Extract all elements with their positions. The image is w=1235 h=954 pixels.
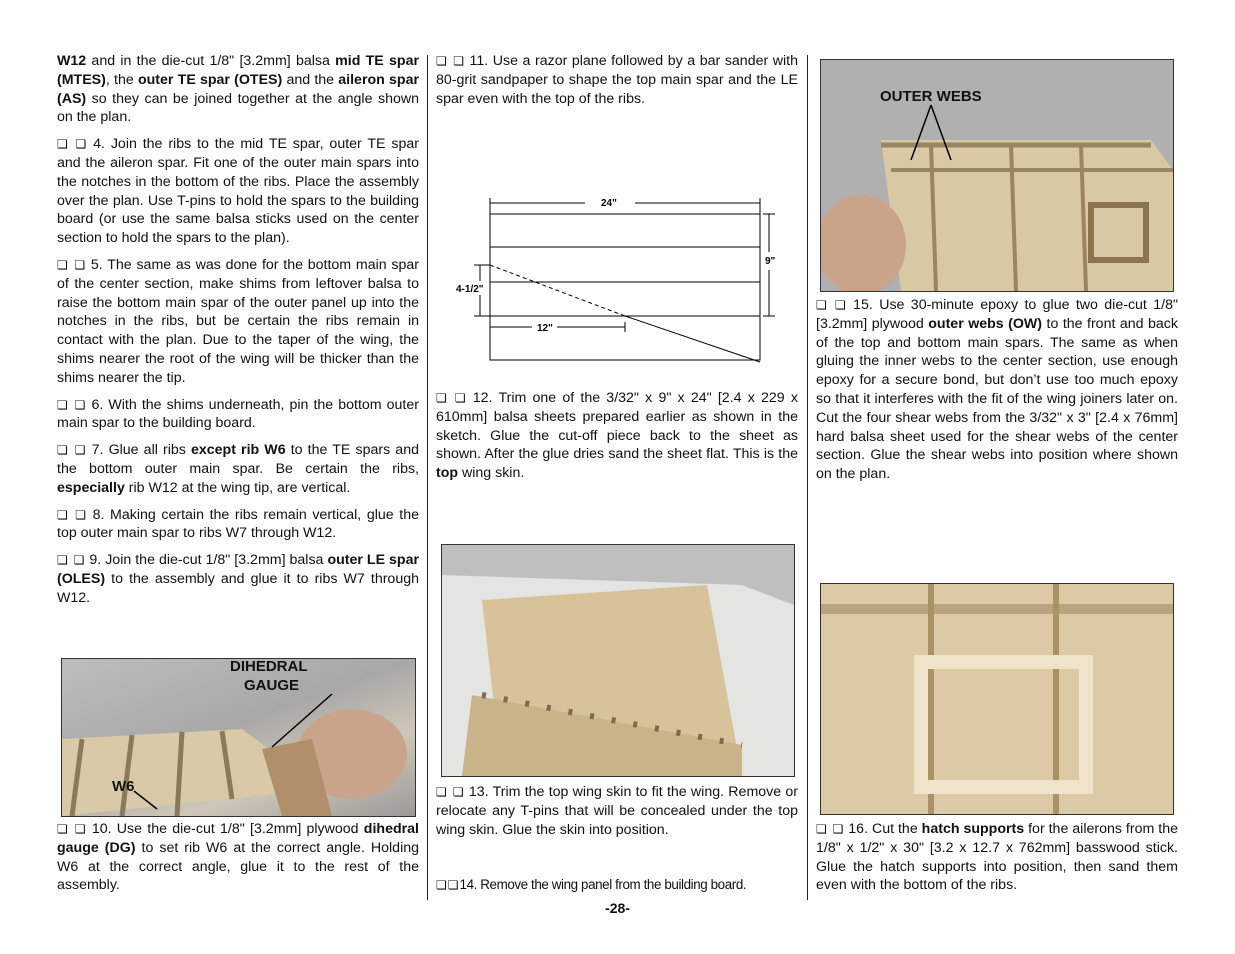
photo-dihedral-gauge: [61, 658, 416, 817]
text: for the ailerons from the 1/8" x 1/2" x 30" [3.2 x 12.7 x 762mm] basswood stick. Glue the hatch supports into position, then sand them even with the bottom of the ribs.: [816, 821, 1178, 894]
step-text: 8. Making certain the ribs remain vertical, glue the top outer main spar to ribs W7 through W12.: [57, 506, 419, 542]
text: 7. Glue all ribs: [86, 442, 191, 459]
text: so they can be joined together at the angle shown on the plan.: [57, 90, 419, 126]
page-number: -28-: [605, 900, 630, 916]
part-otes: outer TE spar (OTES): [137, 71, 283, 88]
photo-wing-skin: [441, 544, 795, 777]
checkbox-icon[interactable]: ❏ ❏: [816, 822, 845, 836]
dim-offset-label: 4-1/2": [456, 284, 484, 295]
text: 15. Use 30-minute epoxy to glue two die-cut 1/8" [3.2mm] plywood: [816, 297, 1178, 332]
step-text: 14. Remove the wing panel from the building board.: [459, 877, 747, 892]
checkbox-icon[interactable]: ❏❏: [436, 878, 460, 892]
cut-line: [625, 316, 760, 362]
step-8: [57, 506, 419, 544]
checkbox-icon[interactable]: ❏ ❏: [436, 54, 465, 68]
text: 16. Cut the: [844, 821, 922, 837]
photo-label-dihedral: DIHEDRAL: [230, 658, 308, 675]
text: wing skin.: [458, 465, 525, 482]
text: 10. Use the die-cut 1/8" [3.2mm] plywood: [86, 821, 364, 837]
part-as: aileron spar (AS): [57, 71, 419, 107]
step-13: [436, 783, 798, 839]
step-text: 5. The same as was done for the bottom main spar of the center section, make shims from leftover balsa to raise the bottom main spar of the outer panel up into the notches in the ribs, but be certain the ribs remain in contact with the plan. Due to the taper of the wing, the shims nearer the root of the wing will be thicker than the shims nearer the tip.: [57, 256, 419, 386]
checkbox-icon[interactable]: ❏ ❏: [57, 137, 88, 152]
step-text: 6. With the shims underneath, pin the bottom outer main spar to the building board.: [57, 396, 419, 432]
checkbox-icon[interactable]: ❏ ❏: [57, 397, 87, 412]
column-divider-left: [427, 55, 428, 900]
step-13-block: [436, 783, 798, 847]
text: to set rib W6 at the correct angle. Holding W6 at the correct angle, glue it to the rest of the assembly.: [57, 839, 419, 894]
text: to the assembly and glue it to ribs W7 through W12.: [57, 570, 419, 606]
bold-text: hatch supports: [921, 821, 1025, 837]
step-14: [436, 876, 798, 895]
checkbox-icon[interactable]: ❏ ❏: [57, 257, 87, 272]
bold-text: outer webs (OW): [928, 315, 1043, 332]
checkbox-icon[interactable]: ❏ ❏: [436, 785, 465, 799]
photo-label-gauge: GAUGE: [244, 677, 300, 694]
step-16: [816, 820, 1178, 895]
step-11: [436, 52, 798, 108]
step-10: [57, 820, 419, 895]
checkbox-icon[interactable]: ❏ ❏: [436, 391, 467, 405]
step-text: 13. Trim the top wing skin to fit the wing. Remove or relocate any T-pins that will be concealed under the top wing skin. Glue the skin into position.: [436, 784, 799, 838]
step-4: [57, 135, 419, 248]
photo-label-w6: W6: [112, 778, 135, 795]
step-11-block: [436, 52, 798, 116]
photo-label-outer-webs: OUTER WEBS: [880, 88, 982, 105]
step-15: [816, 296, 1178, 484]
step-16-block: [816, 820, 1178, 903]
dim-half-label: 12": [537, 323, 553, 334]
step-5: [57, 256, 419, 388]
step-3-continuation: [57, 52, 419, 127]
checkbox-icon[interactable]: ❏ ❏: [816, 298, 847, 312]
part-w12: W12: [57, 53, 87, 69]
trim-sketch: [450, 190, 790, 370]
checkbox-icon[interactable]: ❏ ❏: [57, 822, 87, 836]
step-7: [57, 441, 419, 497]
text: rib W12 at the wing tip, are vertical.: [124, 479, 351, 496]
bold-text: dihedral gauge (DG): [57, 821, 419, 856]
step-14-block: [436, 876, 798, 903]
text: , the: [105, 71, 138, 88]
photo-hatch-supports-illustration: [821, 584, 1173, 814]
wing-panel: [881, 140, 1173, 291]
bold-text: except rib W6: [190, 442, 286, 459]
step-12: [436, 389, 798, 483]
step-6: [57, 396, 419, 434]
step-15-block: [816, 296, 1178, 492]
checkbox-icon[interactable]: ❏ ❏: [57, 443, 87, 458]
text: 9. Join the die-cut 1/8" [3.2mm] balsa: [85, 552, 328, 569]
bold-text: especially: [57, 479, 125, 496]
balsa-background: [821, 584, 1173, 814]
dim-height-label: 9": [765, 256, 776, 267]
photo-wing-skin-illustration: [442, 545, 794, 776]
dim-width-label: 24": [601, 198, 617, 209]
step-10-block: [57, 820, 419, 903]
checkbox-icon[interactable]: ❏ ❏: [57, 553, 86, 568]
bold-text: top: [436, 465, 459, 482]
text: to the TE spars and the bottom outer main spar. Be certain the ribs,: [57, 442, 419, 477]
part-mtes: mid TE spar (MTES): [57, 53, 419, 88]
sheet-outline: [490, 214, 760, 360]
photo-outer-webs-illustration: [821, 60, 1173, 291]
step-text: 4. Join the ribs to the mid TE spar, outer TE spar and the aileron spar. Fit one of the outer main spars into the notches in the bottom of the ribs. Place the assembly over the plan. Use T-pins to hold the spars to the building board (or use the same balsa sticks used on the center section to hold the spars to the plan).: [57, 136, 419, 247]
checkbox-icon[interactable]: ❏ ❏: [57, 507, 87, 522]
column-divider-right: [807, 55, 808, 900]
step-12-block: [436, 389, 798, 491]
text: and in the die-cut 1/8" [3.2mm] balsa: [86, 53, 336, 69]
bold-text: outer LE spar (OLES): [57, 552, 419, 587]
photo-outer-webs: [820, 59, 1174, 292]
photo-hatch-supports: [820, 583, 1174, 815]
column-1: [57, 52, 419, 616]
step-text: 11. Use a razor plane followed by a bar sander with 80-grit sandpaper to shape the top main spar and the LE spar even with the top of the ribs.: [436, 53, 798, 107]
step-9: [57, 551, 419, 607]
cut-line-dashed: [490, 265, 625, 316]
text: and the: [282, 71, 339, 88]
text: 12. Trim one of the 3/32" x 9" x 24" [2.4 x 229 x 610mm] balsa sheets prepared earlier as shown in the sketch. Glue the cut-off piece back to the sheet as shown. After the glue dries sand the sheet flat. This is the: [436, 390, 798, 463]
text: to the front and back of the top and bottom main spars. The same as when gluing the inner webs to the center section, use enough epoxy for a secure bond, but don’t use too much epoxy so that it interferes with the fit of the wing joiners later on. Cut the four shear webs from the 3/32" x 3" [2.4 x 76mm] hard balsa sheet used for the shear webs of the center section. Glue the shear webs into position where shown on the plan.: [816, 315, 1178, 483]
